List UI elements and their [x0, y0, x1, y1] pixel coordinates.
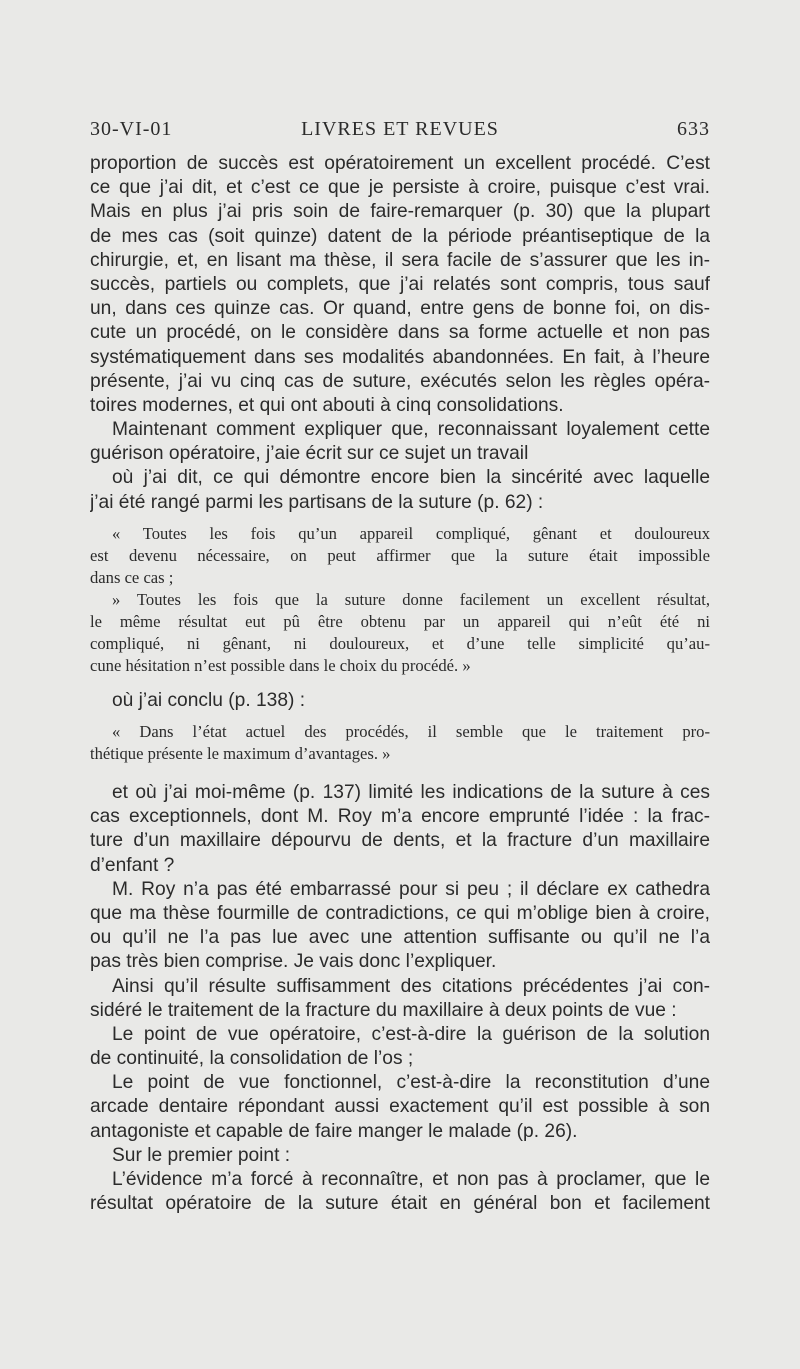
text-line: sidéré le traitement de la fracture du maxillaire à deux points de vue :	[90, 999, 677, 1021]
paragraph-1	[90, 152, 710, 418]
quote-line: dans ce cas ;	[90, 567, 174, 587]
text-line: cas exceptionnels, dont M. Roy m’a encore emprunté l’idée : la frac-	[90, 806, 710, 828]
text-line: ou qu’il ne l’a pas lue avec une attention suffisante ou qu’il ne l’a	[90, 927, 710, 949]
running-header	[90, 118, 710, 148]
text-line: Ainsi qu’il résulte suffisamment des citations précédentes j’ai con-	[112, 975, 710, 997]
text-line: guérison opératoire, j’aie écrit sur ce sujet un travail	[90, 443, 529, 465]
quote-line: est devenu nécessaire, on peut affirmer que la suture était impossible	[90, 545, 710, 565]
text-line: et où j’ai moi-même (p. 137) limité les indications de la suture à ces	[112, 782, 710, 803]
header-date: 30-VI-01	[90, 118, 173, 140]
text-line: d’enfant ?	[90, 854, 175, 876]
text-line: cute un procédé, on le considère dans sa forme actuelle et non pas	[90, 322, 710, 344]
text-line: où j’ai dit, ce qui démontre encore bien la sincérité avec laquelle	[112, 467, 710, 489]
text-line: Mais en plus j’ai pris soin de faire-remarquer (p. 30) que la plupart	[90, 201, 710, 223]
text-line: j’ai été rangé parmi les partisans de la suture (p. 62) :	[90, 491, 544, 513]
text-line: chirurgie, et, en lisant ma thèse, il sera facile de s’assurer que les in-	[90, 249, 710, 271]
text-line: de mes cas (soit quinze) datent de la période préantiseptique de la	[90, 225, 710, 247]
page-body	[90, 152, 710, 1216]
quote-line: compliqué, ni gênant, ni douloureux, et d’une telle simplicité qu’au-	[90, 633, 710, 653]
quote-line: » Toutes les fois que la suture donne facilement un excellent résultat,	[112, 589, 710, 609]
text-line: arcade dentaire répondant aussi exactement qu’il est possible à son	[90, 1096, 710, 1118]
text-line: toires modernes, et qui ont abouti à cinq consolidations.	[90, 394, 564, 416]
text-line: systématiquement dans ses modalités abandonnées. En fait, à l’heure	[90, 346, 710, 368]
quote-line: le même résultat eut pû être obtenu par un appareil qui n’eût été ni	[90, 611, 710, 631]
text-line: résultat opératoire de la suture était en général bon et facilement	[90, 1193, 710, 1215]
text-line: Le point de vue fonctionnel, c’est-à-dire la reconstitution d’une	[112, 1072, 710, 1094]
header-section-title: LIVRES ET REVUES	[301, 118, 499, 140]
paragraph-10	[90, 1168, 710, 1216]
text-line: antagoniste et capable de faire manger le malade (p. 26).	[90, 1120, 578, 1142]
block-quote-2	[90, 721, 710, 765]
paragraph-2	[90, 418, 710, 515]
text-line: Le point de vue opératoire, c’est-à-dire la guérison de la solution	[112, 1023, 710, 1045]
paragraph-5	[90, 878, 710, 975]
paragraph-8	[90, 1071, 710, 1144]
text-line: un, dans ces quinze cas. Or quand, entre gens de bonne foi, on dis-	[90, 298, 710, 320]
text-line: que ma thèse fourmille de contradictions, ce qui m’oblige bien à croire,	[90, 902, 710, 924]
paragraph-3: où j’ai conclu (p. 138) :	[112, 689, 306, 711]
text-line: de continuité, la consolidation de l’os ;	[90, 1048, 414, 1070]
text-line: Maintenant comment expliquer que, reconnaissant loyalement cette	[112, 419, 710, 441]
text-line: ce que j’ai dit, et c’est ce que je persiste à croire, puisque c’est vrai.	[90, 177, 710, 199]
paragraph-9: Sur le premier point :	[112, 1144, 291, 1166]
text-line: proportion de succès est opératoirement un excellent procédé. C’est	[90, 153, 710, 174]
paragraph-7	[90, 1023, 710, 1071]
paragraph-4	[90, 781, 710, 878]
text-line: M. Roy n’a pas été embarrassé pour si peu ; il déclare ex cathedra	[112, 878, 710, 900]
text-line: pas très bien comprise. Je vais donc l’expliquer.	[90, 951, 497, 973]
text-line: succès, partiels ou complets, que j’ai relatés sont compris, tous sauf	[90, 273, 710, 295]
text-line: ture d’un maxillaire dépourvu de dents, et la fracture d’un maxillaire	[90, 830, 710, 852]
paragraph-6	[90, 975, 710, 1023]
page-number: 633	[677, 118, 710, 140]
quote-line: « Toutes les fois qu’un appareil compliqué, gênant et douloureux	[112, 523, 710, 543]
block-quote-1	[90, 523, 710, 677]
quote-line: thétique présente le maximum d’avantages. »	[90, 744, 391, 763]
text-line: présente, j’ai vu cinq cas de suture, exécutés selon les règles opéra-	[90, 370, 710, 392]
text-line: L’évidence m’a forcé à reconnaître, et non pas à proclamer, que le	[112, 1169, 710, 1190]
quote-line: « Dans l’état actuel des procédés, il semble que le traitement pro-	[112, 722, 710, 741]
quote-line: cune hésitation n’est possible dans le choix du procédé. »	[90, 655, 471, 675]
